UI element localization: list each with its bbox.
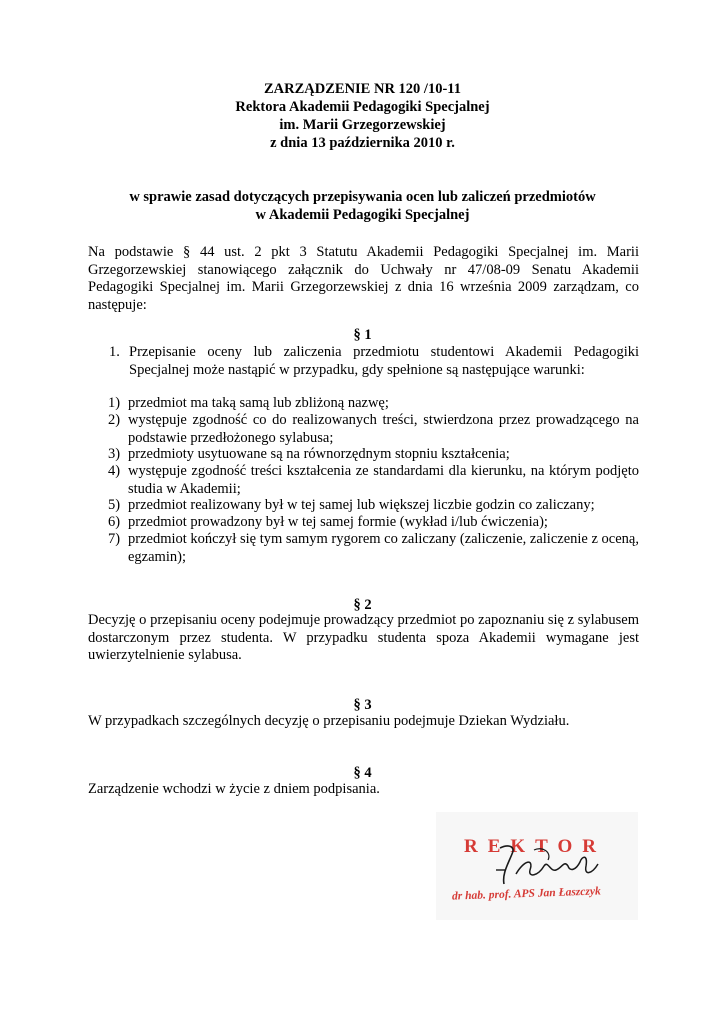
section-3-paragraph: W przypadkach szczególnych decyzję o przepisaniu podejmuje Dziekan Wydziału. — [88, 713, 570, 729]
condition-item — [88, 395, 639, 413]
condition-text: przedmiot ma taką samą lub zbliżoną nazwę; — [128, 395, 389, 411]
section-4-heading: § 4 — [353, 765, 372, 781]
condition-text: występuje zgodność co do realizowanych treści, stwierdzona przez prowadzącego na podstawie przedłożonego sylabusa; — [128, 412, 639, 446]
document-title — [0, 80, 725, 152]
stamp-title: REKTOR — [464, 836, 607, 857]
section-1-heading: § 1 — [353, 327, 372, 343]
condition-item — [88, 514, 639, 532]
condition-text: przedmioty usytuowane są na równorzędnym stopniu kształcenia; — [128, 446, 510, 462]
condition-number: 5) — [108, 497, 121, 513]
condition-number: 6) — [108, 514, 121, 530]
section-1-main-item — [88, 344, 639, 379]
document-subject — [0, 188, 725, 224]
title-line-1: ZARZĄDZENIE NR 120 /10-11 — [264, 81, 461, 97]
condition-number: 4) — [108, 463, 121, 479]
title-line-4: z dnia 13 października 2010 r. — [270, 135, 455, 151]
condition-text: przedmiot kończył się tym samym rygorem co zaliczany (zaliczenie, zaliczenie z oceną, egzamin); — [128, 531, 639, 565]
condition-number: 2) — [108, 412, 121, 428]
handwritten-signature-icon — [494, 840, 604, 892]
condition-item — [88, 463, 639, 498]
condition-text: przedmiot prowadzony był w tej samej formie (wykład i/lub ćwiczenia); — [128, 514, 548, 530]
condition-text: przedmiot realizowany był w tej samej lub większej liczbie godzin co zaliczany; — [128, 497, 595, 513]
title-line-3: im. Marii Grzegorzewskiej — [279, 117, 446, 133]
main-item-number: 1. — [109, 344, 120, 360]
stamp-name: dr hab. prof. APS Jan Łaszczyk — [451, 885, 601, 903]
preamble-paragraph: Na podstawie § 44 ust. 2 pkt 3 Statutu Akademii Pedagogiki Specjalnej im. Marii Grzegorzewskiej stanowiącego załącznik do Uchwały nr 47/08-09 Senatu Akademii Pedagogiki Specjalnej im. Marii Grzegorzewskiej z dnia 16 września 2009 zarządzam, co następuje: — [88, 244, 639, 313]
section-2-heading: § 2 — [353, 597, 372, 613]
rector-stamp-signature — [436, 812, 638, 920]
main-item-text: Przepisanie oceny lub zaliczenia przedmiotu studentowi Akademii Pedagogiki Specjalnej może nastąpić w przypadku, gdy spełnione są następujące warunki: — [129, 344, 639, 378]
condition-text: występuje zgodność treści kształcenia ze standardami dla kierunku, na którym podjęto studia w Akademii; — [128, 463, 639, 497]
title-line-2: Rektora Akademii Pedagogiki Specjalnej — [235, 99, 490, 115]
subject-line-1: w sprawie zasad dotyczących przepisywania ocen lub zaliczeń przedmiotów — [129, 189, 596, 205]
subject-line-2: w Akademii Pedagogiki Specjalnej — [255, 207, 470, 223]
condition-number: 3) — [108, 446, 121, 462]
condition-item — [88, 446, 639, 464]
condition-item — [88, 531, 639, 566]
condition-number: 7) — [108, 531, 121, 547]
section-2-paragraph: Decyzję o przepisaniu oceny podejmuje prowadzący przedmiot po zapoznaniu się z sylabusem dostarczonym przez studenta. W przypadku studenta spoza Akademii wymagane jest uwierzytelnienie sylabusa. — [88, 612, 639, 663]
section-3-heading: § 3 — [353, 697, 372, 713]
condition-item — [88, 412, 639, 447]
condition-number: 1) — [108, 395, 121, 411]
condition-item — [88, 497, 639, 515]
section-4-paragraph: Zarządzenie wchodzi w życie z dniem podpisania. — [88, 781, 380, 797]
